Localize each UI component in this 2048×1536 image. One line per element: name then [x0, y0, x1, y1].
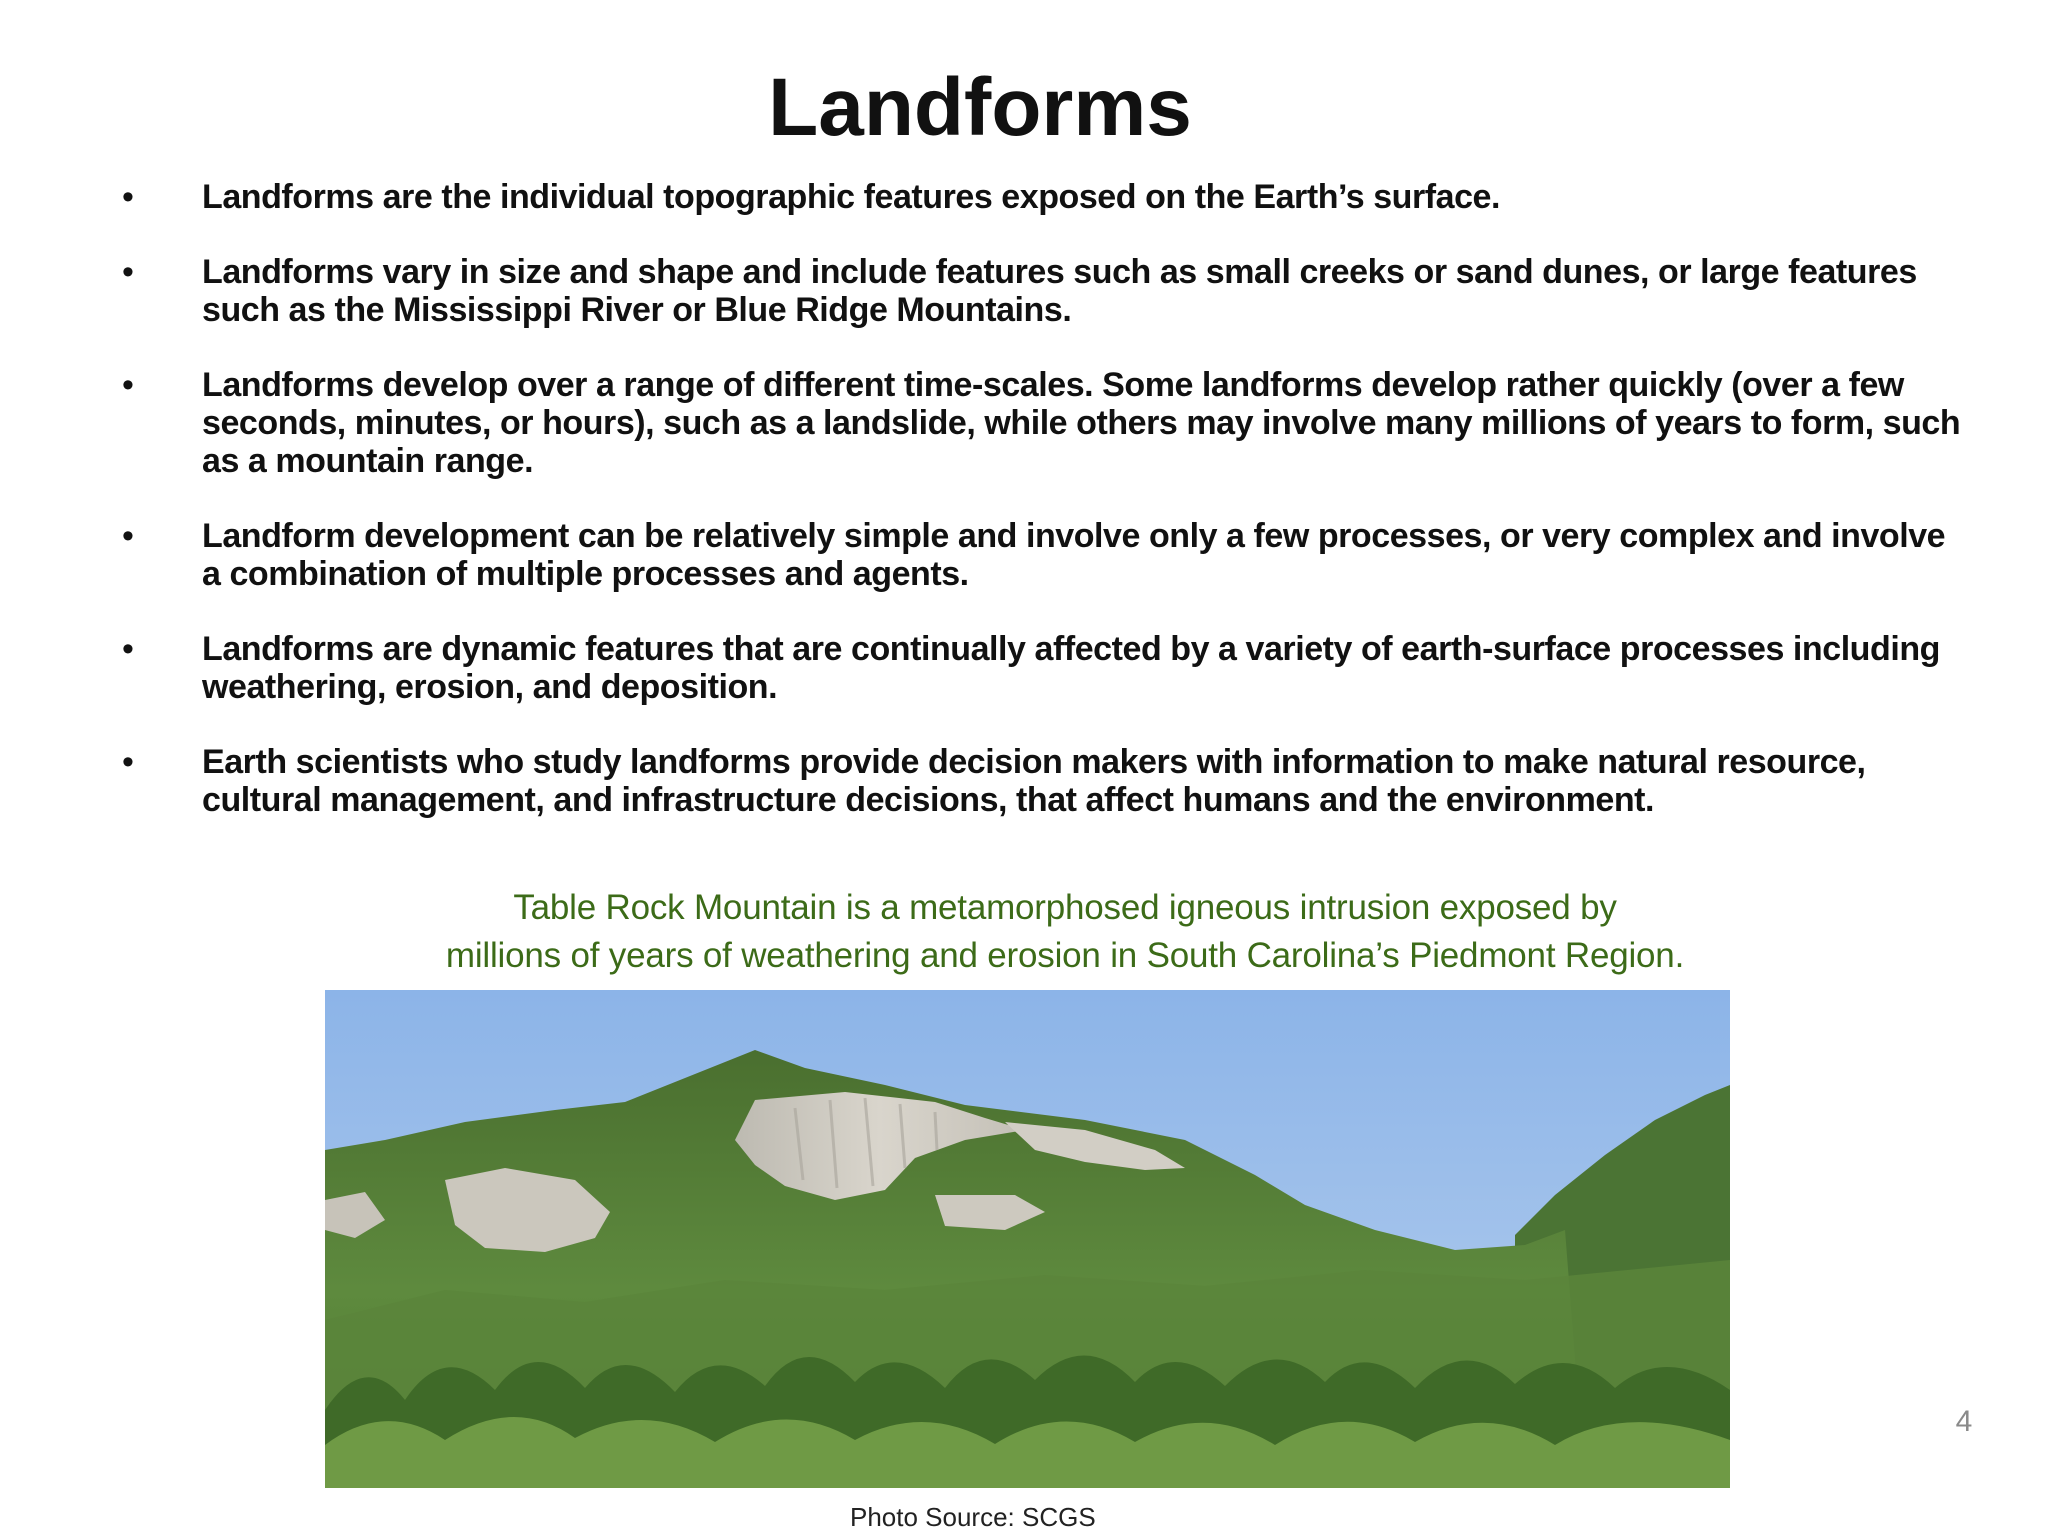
bullet-item [0, 630, 1972, 706]
bullet-marker: • [122, 253, 134, 291]
photo-source: Photo Source: SCGS [850, 1502, 1096, 1532]
bullet-marker: • [122, 517, 134, 555]
bullet-marker: • [122, 178, 134, 216]
bullet-text: Landforms are dynamic features that are continually affected by a variety of earth-surface processes including weathering, erosion, and deposition. [202, 630, 1940, 706]
bullet-item [0, 253, 1972, 329]
bullet-marker: • [122, 366, 134, 404]
bullet-list [0, 178, 2048, 856]
bullet-text: Earth scientists who study landforms provide decision makers with information to make natural resource, cultural management, and infrastructure decisions, that affect humans and the environment. [202, 743, 1866, 819]
bullet-text: Landforms develop over a range of different time-scales. Some landforms develop rather quickly (over a few seconds, minutes, or hours), such as a landslide, while others may involve many millions of years to form, such as a mountain range. [202, 366, 1961, 480]
photo-caption-line-2: millions of years of weathering and erosion in South Carolina’s Piedmont Region. [445, 936, 1685, 975]
slide-title: Landforms [768, 62, 1192, 153]
mountain-photo [325, 990, 1730, 1488]
bullet-item [0, 517, 1972, 593]
bullet-marker: • [122, 630, 134, 668]
bullet-item [0, 178, 1972, 216]
bullet-text: Landforms are the individual topographic features exposed on the Earth’s surface. [202, 178, 1501, 216]
photo-caption-line-1: Table Rock Mountain is a metamorphosed igneous intrusion exposed by [513, 888, 1617, 927]
mountain-photo-illustration [325, 990, 1730, 1488]
bullet-text: Landform development can be relatively simple and involve only a few processes, or very complex and involve a combination of multiple processes and agents. [202, 517, 1946, 593]
bullet-item [0, 366, 1972, 480]
bullet-marker: • [122, 743, 134, 781]
bullet-item [0, 743, 1972, 819]
bullet-text: Landforms vary in size and shape and include features such as small creeks or sand dunes, or large features such as the Mississippi River or Blue Ridge Mountains. [202, 253, 1917, 329]
photo-caption [360, 884, 1770, 980]
page-number: 4 [1955, 1405, 1973, 1438]
